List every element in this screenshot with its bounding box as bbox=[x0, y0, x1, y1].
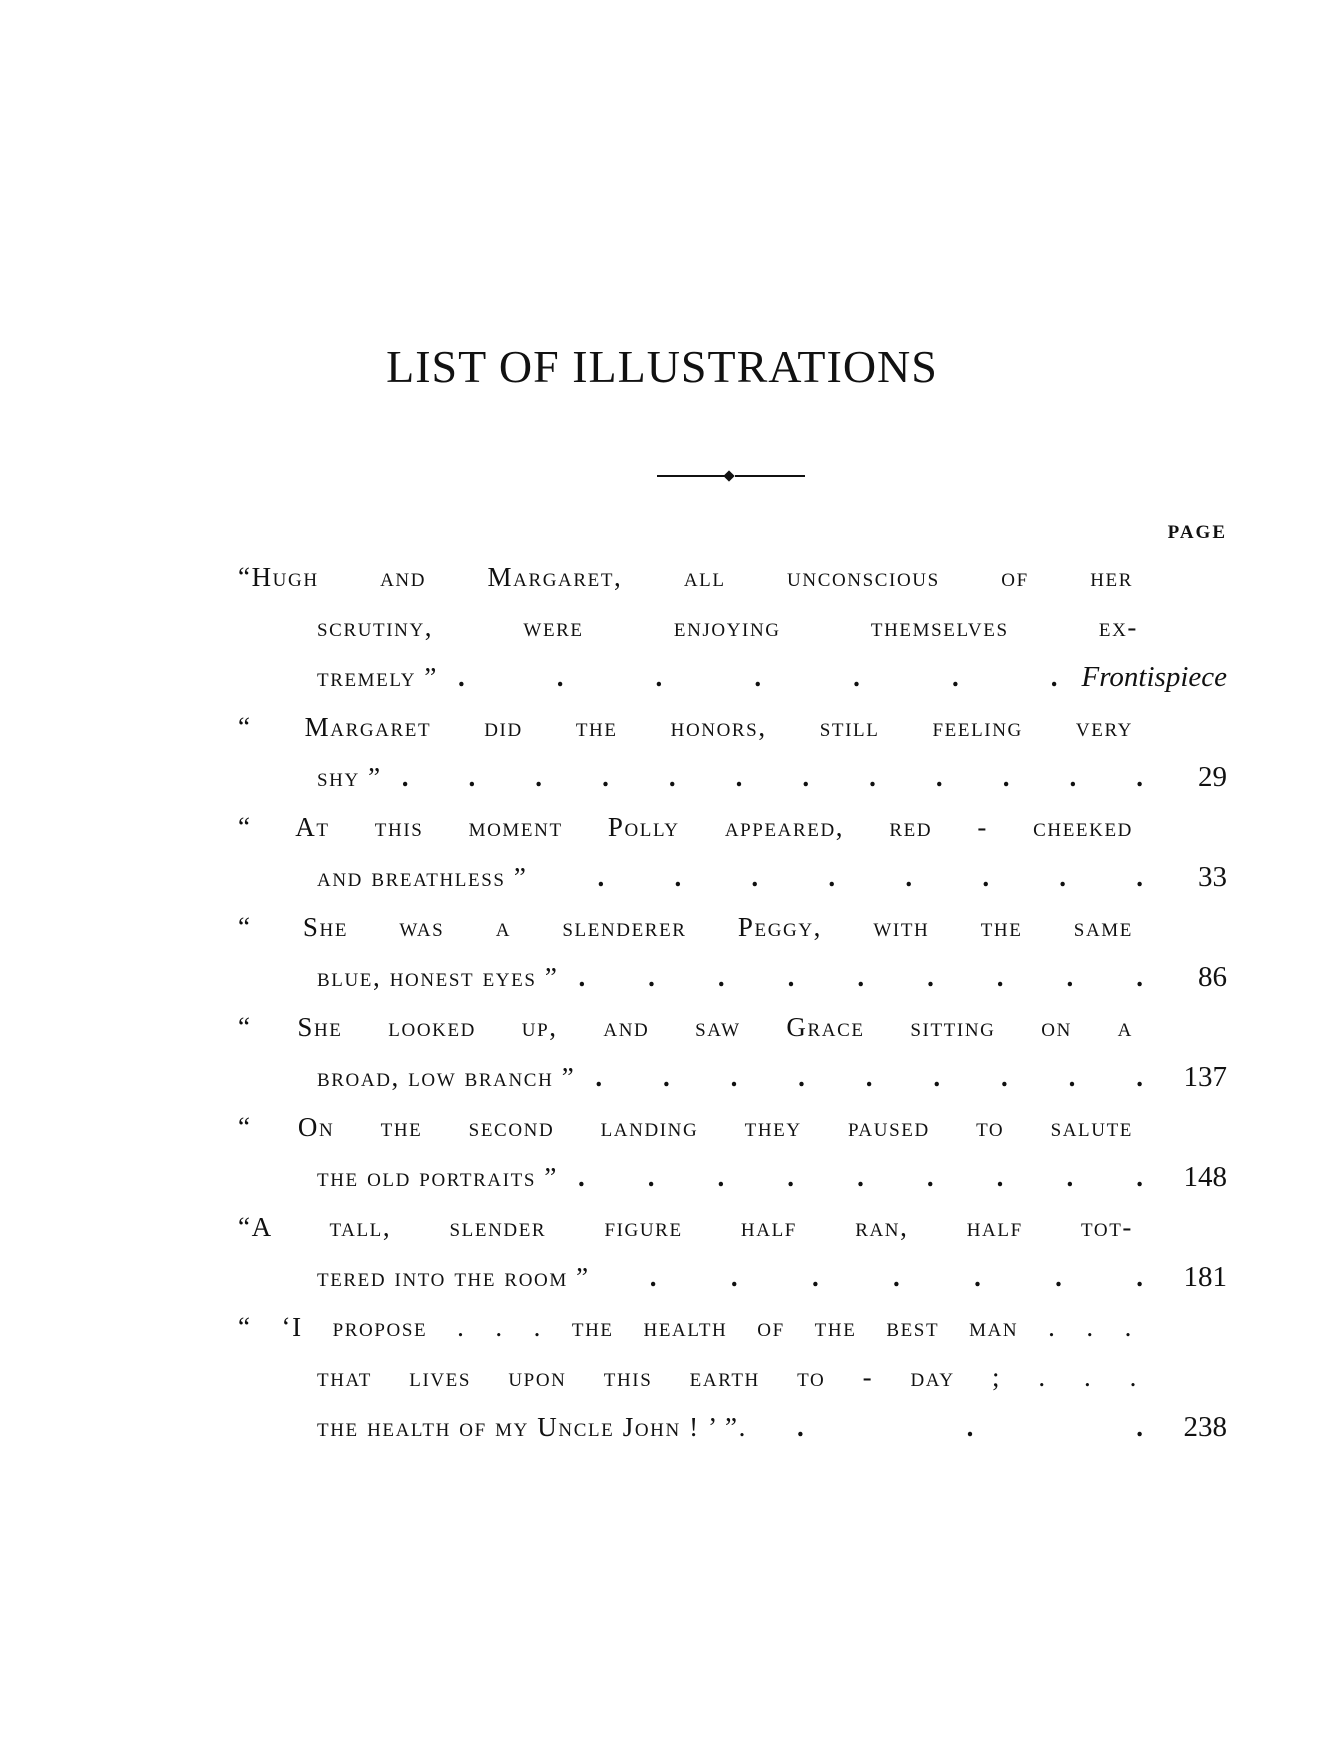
entry-text: that lives upon this earth to - day ; . . . bbox=[317, 1361, 1138, 1392]
entry-text: blue, honest eyes ” bbox=[317, 961, 559, 992]
entry-text: and breathless ” bbox=[317, 861, 528, 892]
list-item bbox=[238, 1202, 1227, 1252]
dot-leader: . . . . . . . . . . . . bbox=[401, 761, 1143, 792]
entry-text: “ She was a slenderer Peggy, with the same bbox=[238, 911, 1133, 942]
dot-leader: . . . . . . . . . bbox=[595, 1061, 1143, 1092]
dot-leader: . . . . . . . . . bbox=[577, 1161, 1143, 1192]
entry-text: broad, low branch ” bbox=[317, 1061, 576, 1092]
list-item-continued bbox=[238, 1252, 1227, 1302]
page-column-label: PAGE bbox=[1167, 522, 1227, 543]
page-number: 181 bbox=[1183, 1260, 1227, 1293]
dot-leader: . . . . . . . bbox=[457, 661, 1058, 692]
illustrations-list bbox=[238, 552, 1227, 1452]
list-item-continued bbox=[238, 952, 1227, 1002]
list-item bbox=[238, 802, 1227, 852]
dot-leader: . . . . . . . . bbox=[597, 861, 1143, 892]
ornament-divider bbox=[657, 470, 805, 482]
entry-text: “A tall, slender figure half ran, half tot- bbox=[238, 1211, 1133, 1242]
entry-text: “ She looked up, and saw Grace sitting on a bbox=[238, 1011, 1133, 1042]
entry-text: “ On the second landing they paused to salute bbox=[238, 1111, 1133, 1142]
page-number: 86 bbox=[1198, 960, 1227, 993]
entry-text: “Hugh and Margaret, all unconscious of her bbox=[238, 561, 1133, 592]
dot-leader: . . . . . . . . . bbox=[578, 961, 1143, 992]
page-number: 238 bbox=[1183, 1410, 1227, 1443]
dot-leader: . . . . . . . bbox=[649, 1261, 1143, 1292]
list-item-continued bbox=[238, 1152, 1227, 1202]
entry-text: the health of my Uncle John ! ’ ”. bbox=[317, 1411, 747, 1442]
entry-text: shy ” bbox=[317, 761, 382, 792]
page-number: 137 bbox=[1183, 1060, 1227, 1093]
list-item bbox=[238, 552, 1227, 602]
list-item bbox=[238, 1102, 1227, 1152]
dot-leader: . . . bbox=[796, 1411, 1143, 1442]
entry-text: tered into the room ” bbox=[317, 1261, 590, 1292]
page-title: LIST OF ILLUSTRATIONS bbox=[386, 341, 938, 392]
page-number: Frontispiece bbox=[1081, 660, 1227, 693]
page-number: 148 bbox=[1183, 1160, 1227, 1193]
entry-text: scrutiny, were enjoying themselves ex- bbox=[317, 611, 1138, 642]
list-item bbox=[238, 1002, 1227, 1052]
entry-text: “ Margaret did the honors, still feeling very bbox=[238, 711, 1133, 742]
list-item-continued bbox=[238, 1052, 1227, 1102]
page-number: 29 bbox=[1198, 760, 1227, 793]
list-item bbox=[238, 902, 1227, 952]
list-item-continued bbox=[238, 652, 1227, 702]
page-number: 33 bbox=[1198, 860, 1227, 893]
entry-text: the old portraits ” bbox=[317, 1161, 558, 1192]
entry-text: “ At this moment Polly appeared, red - cheeked bbox=[238, 811, 1133, 842]
list-item-continued bbox=[238, 1402, 1227, 1452]
list-item-continued bbox=[238, 852, 1227, 902]
list-item bbox=[238, 1302, 1227, 1352]
list-item-continued bbox=[238, 1352, 1227, 1402]
list-item-continued bbox=[238, 752, 1227, 802]
list-item bbox=[238, 702, 1227, 752]
list-item-continued bbox=[238, 602, 1227, 652]
entry-text: “ ‘I propose . . . the health of the best man . . . bbox=[238, 1311, 1133, 1342]
entry-text: tremely ” bbox=[317, 661, 438, 692]
